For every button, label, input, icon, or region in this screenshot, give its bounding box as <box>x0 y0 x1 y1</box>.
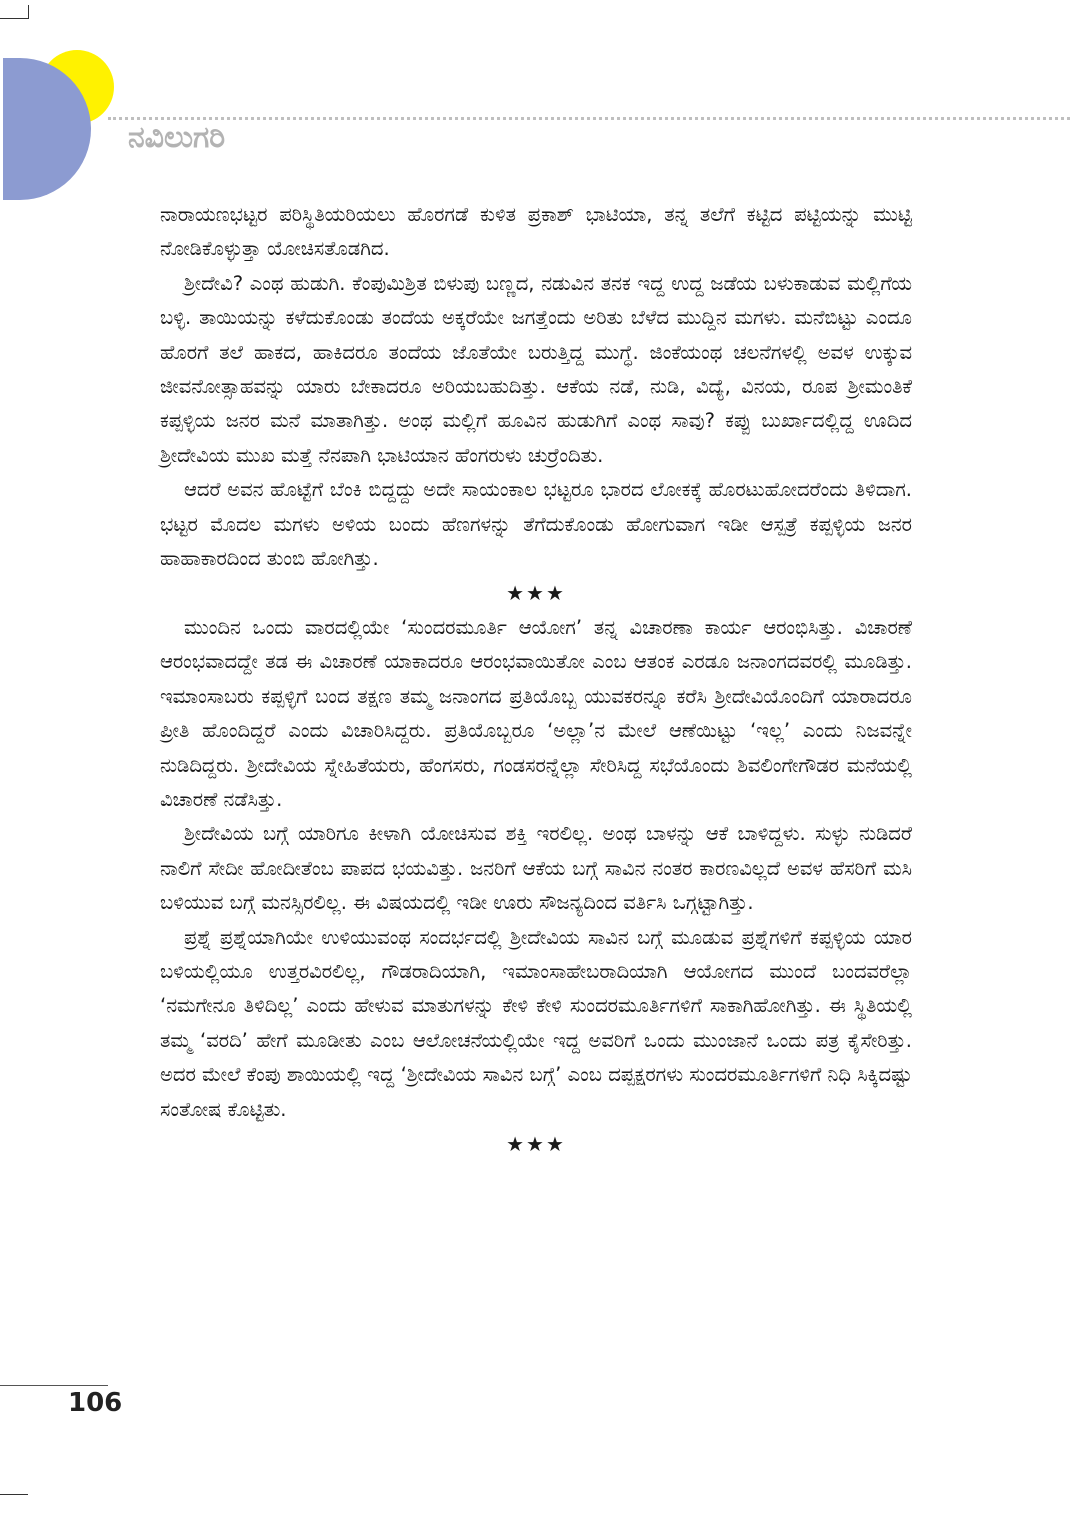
paragraph: ಮುಂದಿನ ಒಂದು ವಾರದಲ್ಲಿಯೇ ‘ಸುಂದರಮೂರ್ತಿ ಆಯೋಗ’ ತನ್ನ ವಿಚಾರಣಾ ಕಾರ್ಯ ಆರಂಭಿಸಿತ್ತು. ವಿಚಾರಣೆ ಆರಂಭವಾದದ್ದೇ ತಡ ಈ ವಿಚಾರಣೆ ಯಾಕಾದರೂ ಆರಂಭವಾಯಿತೋ ಎಂಬ ಆತಂಕ ಎರಡೂ ಜನಾಂಗದವರಲ್ಲಿ ಮೂಡಿತ್ತು. ಇಮಾಂಸಾಬರು ಕಪ್ಪಳ್ಳಿಗೆ ಬಂದ ತಕ್ಷಣ ತಮ್ಮ ಜನಾಂಗದ ಪ್ರತಿಯೊಬ್ಬ ಯುವಕರನ್ನೂ ಕರೆಸಿ ಶ್ರೀದೇವಿಯೊಂದಿಗೆ ಯಾರಾದರೂ ಪ್ರೀತಿ ಹೊಂದಿದ್ದರೆ ಎಂದು ವಿಚಾರಿಸಿದ್ದರು. ಪ್ರತಿಯೊಬ್ಬರೂ ‘ಅಲ್ಲಾ’ನ ಮೇಲೆ ಆಣೆಯಿಟ್ಟು ‘ಇಲ್ಲ’ ಎಂದು ನಿಜವನ್ನೇ ನುಡಿದಿದ್ದರು. ಶ್ರೀದೇವಿಯ ಸ್ನೇಹಿತೆಯರು, ಹೆಂಗಸರು, ಗಂಡಸರನ್ನೆಲ್ಲಾ ಸೇರಿಸಿದ್ದ ಸಭೆಯೊಂದು ಶಿವಲಿಂಗೇಗೌಡರ ಮನೆಯಲ್ಲಿ ವಿಚಾರಣೆ ನಡೆಸಿತ್ತು. <box>160 615 912 811</box>
section-separator: ★★★ <box>506 581 566 606</box>
header-dotted-rule <box>108 117 1070 120</box>
crop-mark-top <box>0 5 29 19</box>
footer-rule <box>0 1385 108 1386</box>
page-body <box>160 198 912 1161</box>
chapter-title: ನವಿಲುಗರಿ <box>128 120 226 155</box>
page-number: 106 <box>68 1388 123 1418</box>
paragraph: ಶ್ರೀದೇವಿ? ಎಂಥ ಹುಡುಗಿ. ಕೆಂಪುಮಿಶ್ರಿತ ಬಿಳುಪು ಬಣ್ಣದ, ನಡುವಿನ ತನಕ ಇದ್ದ ಉದ್ದ ಜಡೆಯ ಬಳುಕಾಡುವ ಮಲ್ಲಿಗೆಯ ಬಳ್ಳಿ. ತಾಯಿಯನ್ನು ಕಳೆದುಕೊಂಡು ತಂದೆಯ ಅಕ್ಕರೆಯೇ ಜಗತ್ತೆಂದು ಅರಿತು ಬೆಳೆದ ಮುದ್ದಿನ ಮಗಳು. ಮನೆಬಿಟ್ಟು ಎಂದೂ ಹೊರಗೆ ತಲೆ ಹಾಕದ, ಹಾಕಿದರೂ ತಂದೆಯ ಜೊತೆಯೇ ಬರುತ್ತಿದ್ದ ಮುಗ್ಧೆ. ಜಿಂಕೆಯಂಥ ಚಲನೆಗಳಲ್ಲಿ ಅವಳ ಉಕ್ಕುವ ಜೀವನೋತ್ಸಾಹವನ್ನು ಯಾರು ಬೇಕಾದರೂ ಅರಿಯಬಹುದಿತ್ತು. ಆಕೆಯ ನಡೆ, ನುಡಿ, ವಿದ್ಯೆ, ವಿನಯ, ರೂಪ ಶ್ರೀಮಂತಿಕೆ ಕಪ್ಪಳ್ಳಿಯ ಜನರ ಮನೆ ಮಾತಾಗಿತ್ತು. ಅಂಥ ಮಲ್ಲಿಗೆ ಹೂವಿನ ಹುಡುಗಿಗೆ ಎಂಥ ಸಾವು? ಕಪ್ಪು ಬುರ್ಖಾದಲ್ಲಿದ್ದ ಊದಿದ ಶ್ರೀದೇವಿಯ ಮುಖ ಮತ್ತೆ ನೆನಪಾಗಿ ಭಾಟಿಯಾನ ಹೆಂಗರುಳು ಚುರ್ರೆಂದಿತು. <box>160 271 912 467</box>
paragraph: ನಾರಾಯಣಭಟ್ಟರ ಪರಿಸ್ಥಿತಿಯರಿಯಲು ಹೊರಗಡೆ ಕುಳಿತ ಪ್ರಕಾಶ್ ಭಾಟಿಯಾ, ತನ್ನ ತಲೆಗೆ ಕಟ್ಟಿದ ಪಟ್ಟಿಯನ್ನು ಮುಟ್ಟಿ ನೋಡಿಕೊಳ್ಳುತ್ತಾ ಯೋಚಿಸತೊಡಗಿದ. <box>160 203 912 261</box>
crop-mark-bottom <box>0 1494 28 1523</box>
paragraph: ಆದರೆ ಅವನ ಹೊಟ್ಟೆಗೆ ಬೆಂಕಿ ಬಿದ್ದದ್ದು ಅದೇ ಸಾಯಂಕಾಲ ಭಟ್ಟರೂ ಭಾರದ ಲೋಕಕ್ಕೆ ಹೊರಟುಹೋದರೆಂದು ತಿಳಿದಾಗ. ಭಟ್ಟರ ಮೊದಲ ಮಗಳು ಅಳಿಯ ಬಂದು ಹೆಣಗಳನ್ನು ತೆಗೆದುಕೊಂಡು ಹೋಗುವಾಗ ಇಡೀ ಆಸ್ಪತ್ರೆ ಕಪ್ಪಳ್ಳಿಯ ಜನರ ಹಾಹಾಕಾರದಿಂದ ತುಂಬಿ ಹೋಗಿತ್ತು. <box>160 478 912 571</box>
paragraph: ಶ್ರೀದೇವಿಯ ಬಗ್ಗೆ ಯಾರಿಗೂ ಕೀಳಾಗಿ ಯೋಚಿಸುವ ಶಕ್ತಿ ಇರಲಿಲ್ಲ. ಅಂಥ ಬಾಳನ್ನು ಆಕೆ ಬಾಳಿದ್ದಳು. ಸುಳ್ಳು ನುಡಿದರೆ ನಾಲಿಗೆ ಸೇದೀ ಹೋದೀತೆಂಬ ಪಾಪದ ಭಯವಿತ್ತು. ಜನರಿಗೆ ಆಕೆಯ ಬಗ್ಗೆ ಸಾವಿನ ನಂತರ ಕಾರಣವಿಲ್ಲದೆ ಅವಳ ಹೆಸರಿಗೆ ಮಸಿ ಬಳಿಯುವ ಬಗ್ಗೆ ಮನಸ್ಸಿರಲಿಲ್ಲ. ಈ ವಿಷಯದಲ್ಲಿ ಇಡೀ ಊರು ಸೌಜನ್ಯದಿಂದ ವರ್ತಿಸಿ ಒಗ್ಗಟ್ಟಾಗಿತ್ತು. <box>160 822 912 915</box>
paragraph: ಪ್ರಶ್ನೆ ಪ್ರಶ್ನೆಯಾಗಿಯೇ ಉಳಿಯುವಂಥ ಸಂದರ್ಭದಲ್ಲಿ ಶ್ರೀದೇವಿಯ ಸಾವಿನ ಬಗ್ಗೆ ಮೂಡುವ ಪ್ರಶ್ನೆಗಳಿಗೆ ಕಪ್ಪಳ್ಳಿಯ ಯಾರ ಬಳಿಯಲ್ಲಿಯೂ ಉತ್ತರವಿರಲಿಲ್ಲ, ಗೌಡರಾದಿಯಾಗಿ, ಇಮಾಂಸಾಹೇಬರಾದಿಯಾಗಿ ಆಯೋಗದ ಮುಂದೆ ಬಂದವರೆಲ್ಲಾ ‘ನಮಗೇನೂ ತಿಳಿದಿಲ್ಲ’ ಎಂದು ಹೇಳುವ ಮಾತುಗಳನ್ನು ಕೇಳಿ ಕೇಳಿ ಸುಂದರಮೂರ್ತಿಗಳಿಗೆ ಸಾಕಾಗಿಹೋಗಿತ್ತು. ಈ ಸ್ಥಿತಿಯಲ್ಲಿ ತಮ್ಮ ‘ವರದಿ’ ಹೇಗೆ ಮೂಡೀತು ಎಂಬ ಆಲೋಚನೆಯಲ್ಲಿಯೇ ಇದ್ದ ಅವರಿಗೆ ಒಂದು ಮುಂಜಾನೆ ಒಂದು ಪತ್ರ ಕೈಸೇರಿತ್ತು. ಅದರ ಮೇಲೆ ಕೆಂಪು ಶಾಯಿಯಲ್ಲಿ ಇದ್ದ ‘ಶ್ರೀದೇವಿಯ ಸಾವಿನ ಬಗ್ಗೆ’ ಎಂಬ ದಪ್ಪಕ್ಷರಗಳು ಸುಂದರಮೂರ್ತಿಗಳಿಗೆ ನಿಧಿ ಸಿಕ್ಕಿದಷ್ಟು ಸಂತೋಷ ಕೊಟ್ಟಿತು. <box>160 925 912 1121</box>
section-separator: ★★★ <box>506 1131 566 1156</box>
